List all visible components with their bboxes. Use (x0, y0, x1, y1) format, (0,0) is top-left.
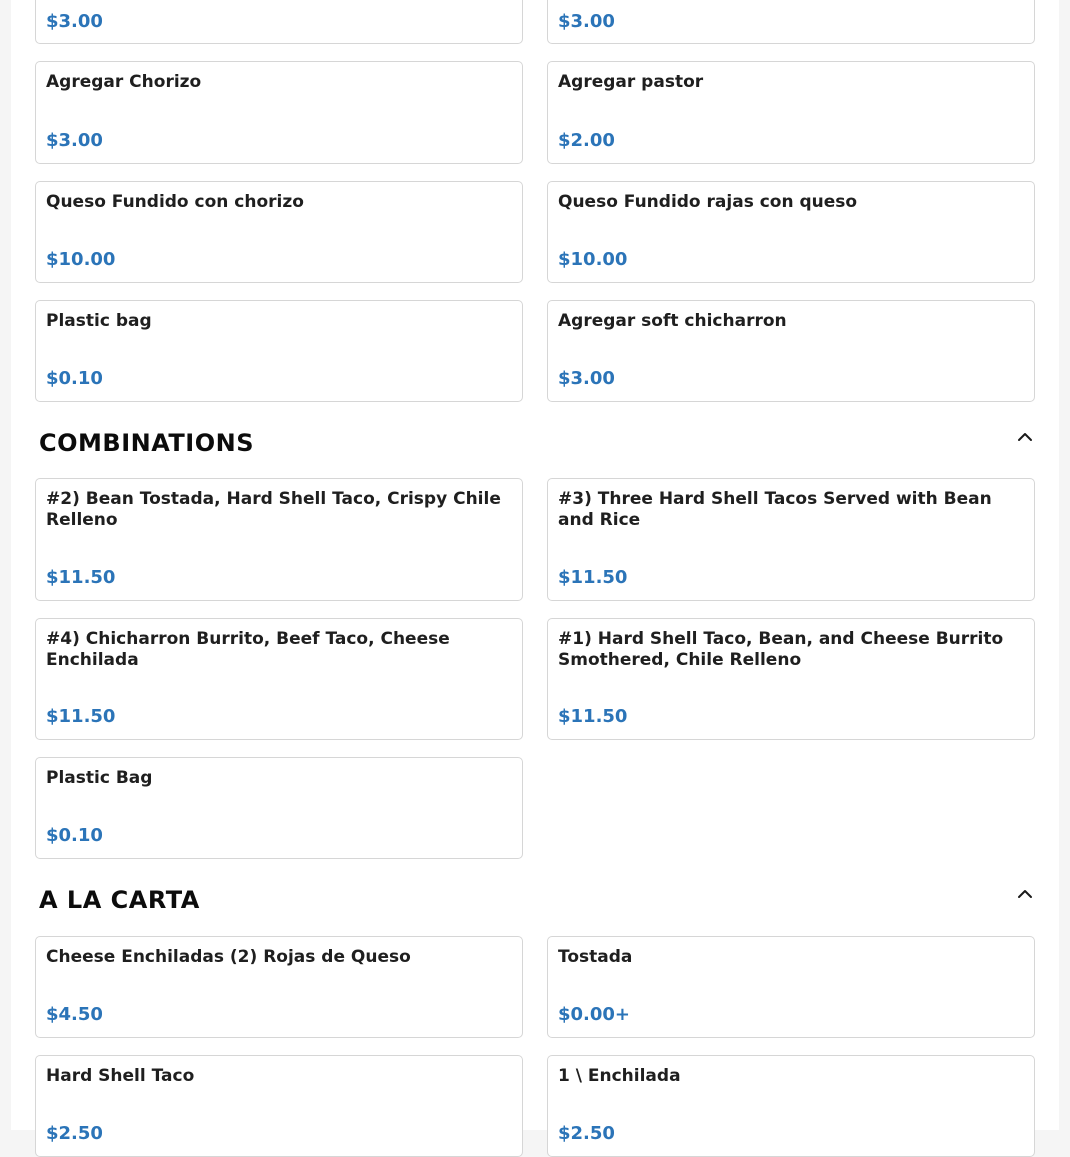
item-name: #2) Bean Tostada, Hard Shell Taco, Crispy Chile Relleno (46, 489, 501, 530)
item-price: $10.00 (46, 249, 116, 270)
menu-item-card[interactable] (35, 0, 523, 44)
item-name: #3) Three Hard Shell Tacos Served with Bean and Rice (558, 489, 992, 530)
item-name: Hard Shell Taco (46, 1066, 195, 1086)
menu-item-card[interactable] (547, 61, 1035, 164)
menu-item-card[interactable] (547, 618, 1035, 740)
menu-item-card[interactable] (35, 618, 523, 740)
item-price: $3.00 (558, 368, 615, 389)
item-price: $0.10 (46, 368, 103, 389)
item-price: $4.50 (46, 1004, 103, 1025)
item-price: $0.10 (46, 825, 103, 846)
item-price: $2.00 (558, 130, 615, 151)
menu-item-card[interactable] (35, 61, 523, 164)
menu-page (11, 0, 1059, 1144)
menu-item-card[interactable] (547, 181, 1035, 283)
menu-item-card[interactable] (547, 300, 1035, 402)
menu-item-card[interactable] (547, 936, 1035, 1038)
item-price: $11.50 (558, 567, 628, 588)
menu-item-card[interactable] (547, 0, 1035, 44)
item-name: #1) Hard Shell Taco, Bean, and Cheese Burrito Smothered, Chile Relleno (558, 629, 1004, 670)
menu-item-card[interactable] (35, 757, 523, 859)
menu-item-card[interactable] (35, 936, 523, 1038)
item-price: $3.00 (558, 11, 615, 32)
menu-item-card[interactable] (35, 1055, 523, 1157)
menu-item-card[interactable] (35, 181, 523, 283)
item-name: Queso Fundido rajas con queso (558, 192, 858, 212)
section-title-combinations: COMBINATIONS (39, 429, 254, 457)
item-name: Agregar Chorizo (46, 72, 202, 92)
menu-item-card[interactable] (35, 300, 523, 402)
item-price: $11.50 (46, 567, 116, 588)
item-name: Cheese Enchiladas (2) Rojas de Queso (46, 947, 411, 967)
item-price: $3.00 (46, 11, 103, 32)
section-title-a-la-carta: A LA CARTA (39, 886, 200, 914)
item-name: Queso Fundido con chorizo (46, 192, 304, 212)
chevron-up-icon[interactable] (1015, 884, 1035, 904)
item-name: Plastic Bag (46, 768, 153, 788)
item-price: $3.00 (46, 130, 103, 151)
item-price: $10.00 (558, 249, 628, 270)
item-name: Agregar soft chicharron (558, 311, 787, 331)
menu-item-card[interactable] (547, 478, 1035, 601)
item-name: Tostada (558, 947, 633, 967)
item-price: $2.50 (46, 1123, 103, 1144)
item-price: $2.50 (558, 1123, 615, 1144)
menu-item-card[interactable] (35, 478, 523, 601)
item-name: 1 \ Enchilada (558, 1066, 681, 1086)
chevron-up-icon[interactable] (1015, 427, 1035, 447)
item-name: Plastic bag (46, 311, 152, 331)
menu-item-card[interactable] (547, 1055, 1035, 1157)
item-price: $11.50 (558, 706, 628, 727)
item-price: $11.50 (46, 706, 116, 727)
item-name: #4) Chicharron Burrito, Beef Taco, Cheese Enchilada (46, 629, 450, 670)
item-price: $0.00+ (558, 1004, 631, 1025)
item-name: Agregar pastor (558, 72, 704, 92)
